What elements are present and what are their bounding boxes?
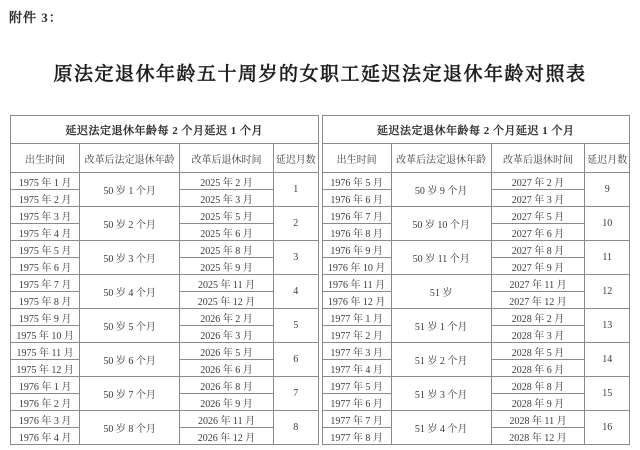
retirement-month-cell: 2027 年 12 月	[491, 292, 585, 309]
retirement-month-cell: 2025 年 6 月	[180, 224, 274, 241]
retirement-month-cell: 2025 年 2 月	[180, 173, 274, 190]
column-header-delay: 延迟月数	[585, 144, 630, 173]
retirement-age-cell: 51 岁 1 个月	[391, 309, 491, 343]
table-row	[322, 207, 630, 224]
retirement-age-cell: 50 岁 3 个月	[80, 241, 180, 275]
delay-months-cell: 2	[273, 207, 318, 241]
table-row	[322, 241, 630, 258]
delay-months-cell: 11	[585, 241, 630, 275]
comparison-tables-container	[10, 115, 630, 445]
retirement-month-cell: 2027 年 11 月	[491, 275, 585, 292]
retirement-table-left	[10, 115, 319, 445]
column-header-row	[11, 144, 319, 173]
retirement-month-cell: 2027 年 6 月	[491, 224, 585, 241]
attachment-label: 附件 3：	[9, 10, 63, 25]
delay-months-cell: 13	[585, 309, 630, 343]
group-header-row	[322, 116, 630, 144]
table-row	[11, 207, 319, 224]
delay-months-cell: 5	[273, 309, 318, 343]
retirement-month-cell: 2028 年 9 月	[491, 394, 585, 411]
birth-month-cell: 1975 年 2 月	[11, 190, 80, 207]
table-row	[322, 309, 630, 326]
retirement-age-cell: 50 岁 2 个月	[80, 207, 180, 241]
birth-month-cell: 1976 年 8 月	[322, 224, 391, 241]
table-row	[322, 377, 630, 394]
retirement-age-cell: 51 岁	[391, 275, 491, 309]
birth-month-cell: 1977 年 3 月	[322, 343, 391, 360]
group-header-row	[11, 116, 319, 144]
table-row	[11, 309, 319, 326]
retirement-month-cell: 2026 年 5 月	[180, 343, 274, 360]
retirement-month-cell: 2026 年 8 月	[180, 377, 274, 394]
birth-month-cell: 1975 年 7 月	[11, 275, 80, 292]
column-header-retire: 改革后退休时间	[491, 144, 585, 173]
retirement-month-cell: 2025 年 9 月	[180, 258, 274, 275]
retirement-month-cell: 2027 年 5 月	[491, 207, 585, 224]
retirement-month-cell: 2025 年 12 月	[180, 292, 274, 309]
table-row	[11, 241, 319, 258]
retirement-age-cell: 50 岁 9 个月	[391, 173, 491, 207]
retirement-month-cell: 2028 年 12 月	[491, 428, 585, 445]
column-header-age: 改革后法定退休年龄	[391, 144, 491, 173]
retirement-month-cell: 2025 年 3 月	[180, 190, 274, 207]
retirement-month-cell: 2026 年 6 月	[180, 360, 274, 377]
birth-month-cell: 1975 年 5 月	[11, 241, 80, 258]
retirement-month-cell: 2026 年 3 月	[180, 326, 274, 343]
delay-months-cell: 3	[273, 241, 318, 275]
delay-months-cell: 10	[585, 207, 630, 241]
birth-month-cell: 1975 年 6 月	[11, 258, 80, 275]
retirement-month-cell: 2026 年 12 月	[180, 428, 274, 445]
birth-month-cell: 1977 年 8 月	[322, 428, 391, 445]
birth-month-cell: 1975 年 9 月	[11, 309, 80, 326]
delay-months-cell: 4	[273, 275, 318, 309]
table-row	[322, 343, 630, 360]
birth-month-cell: 1976 年 10 月	[322, 258, 391, 275]
retirement-table-right	[322, 115, 631, 445]
group-header-cell: 延迟法定退休年龄每 2 个月延迟 1 个月	[11, 116, 319, 144]
retirement-month-cell: 2027 年 2 月	[491, 173, 585, 190]
page-title: 原法定退休年龄五十周岁的女职工延迟法定退休年龄对照表	[53, 64, 587, 85]
birth-month-cell: 1977 年 7 月	[322, 411, 391, 428]
table-row	[11, 275, 319, 292]
column-header-retire: 改革后退休时间	[180, 144, 274, 173]
delay-months-cell: 16	[585, 411, 630, 445]
birth-month-cell: 1976 年 6 月	[322, 190, 391, 207]
table-row	[11, 173, 319, 190]
column-header-birth: 出生时间	[322, 144, 391, 173]
table-row	[322, 411, 630, 428]
delay-months-cell: 15	[585, 377, 630, 411]
table-right-header	[322, 116, 630, 173]
birth-month-cell: 1976 年 4 月	[11, 428, 80, 445]
table-left-body	[11, 173, 319, 445]
birth-month-cell: 1975 年 12 月	[11, 360, 80, 377]
birth-month-cell: 1975 年 4 月	[11, 224, 80, 241]
retirement-age-cell: 50 岁 1 个月	[80, 173, 180, 207]
retirement-age-cell: 51 岁 2 个月	[391, 343, 491, 377]
retirement-age-cell: 50 岁 8 个月	[80, 411, 180, 445]
group-header-cell: 延迟法定退休年龄每 2 个月延迟 1 个月	[322, 116, 630, 144]
retirement-month-cell: 2027 年 9 月	[491, 258, 585, 275]
birth-month-cell: 1977 年 1 月	[322, 309, 391, 326]
retirement-month-cell: 2028 年 8 月	[491, 377, 585, 394]
birth-month-cell: 1977 年 2 月	[322, 326, 391, 343]
birth-month-cell: 1975 年 10 月	[11, 326, 80, 343]
birth-month-cell: 1976 年 11 月	[322, 275, 391, 292]
delay-months-cell: 9	[585, 173, 630, 207]
table-row	[11, 411, 319, 428]
retirement-age-cell: 50 岁 6 个月	[80, 343, 180, 377]
retirement-age-cell: 50 岁 4 个月	[80, 275, 180, 309]
column-header-delay: 延迟月数	[273, 144, 318, 173]
birth-month-cell: 1976 年 2 月	[11, 394, 80, 411]
birth-month-cell: 1975 年 3 月	[11, 207, 80, 224]
birth-month-cell: 1976 年 9 月	[322, 241, 391, 258]
retirement-month-cell: 2027 年 3 月	[491, 190, 585, 207]
retirement-month-cell: 2028 年 6 月	[491, 360, 585, 377]
birth-month-cell: 1977 年 4 月	[322, 360, 391, 377]
birth-month-cell: 1975 年 1 月	[11, 173, 80, 190]
delay-months-cell: 12	[585, 275, 630, 309]
table-row	[322, 275, 630, 292]
retirement-month-cell: 2028 年 11 月	[491, 411, 585, 428]
retirement-age-cell: 51 岁 4 个月	[391, 411, 491, 445]
retirement-month-cell: 2026 年 2 月	[180, 309, 274, 326]
delay-months-cell: 1	[273, 173, 318, 207]
birth-month-cell: 1976 年 3 月	[11, 411, 80, 428]
retirement-month-cell: 2025 年 8 月	[180, 241, 274, 258]
birth-month-cell: 1975 年 8 月	[11, 292, 80, 309]
table-row	[322, 173, 630, 190]
delay-months-cell: 6	[273, 343, 318, 377]
birth-month-cell: 1976 年 7 月	[322, 207, 391, 224]
birth-month-cell: 1976 年 12 月	[322, 292, 391, 309]
retirement-month-cell: 2026 年 9 月	[180, 394, 274, 411]
retirement-age-cell: 50 岁 11 个月	[391, 241, 491, 275]
retirement-month-cell: 2028 年 5 月	[491, 343, 585, 360]
birth-month-cell: 1975 年 11 月	[11, 343, 80, 360]
retirement-age-cell: 50 岁 7 个月	[80, 377, 180, 411]
retirement-month-cell: 2025 年 11 月	[180, 275, 274, 292]
column-header-age: 改革后法定退休年龄	[80, 144, 180, 173]
column-header-row	[322, 144, 630, 173]
birth-month-cell: 1976 年 1 月	[11, 377, 80, 394]
delay-months-cell: 8	[273, 411, 318, 445]
retirement-month-cell: 2025 年 5 月	[180, 207, 274, 224]
birth-month-cell: 1977 年 5 月	[322, 377, 391, 394]
table-row	[11, 377, 319, 394]
retirement-month-cell: 2028 年 3 月	[491, 326, 585, 343]
column-header-birth: 出生时间	[11, 144, 80, 173]
table-left-header	[11, 116, 319, 173]
retirement-age-cell: 51 岁 3 个月	[391, 377, 491, 411]
retirement-month-cell: 2028 年 2 月	[491, 309, 585, 326]
table-right-body	[322, 173, 630, 445]
birth-month-cell: 1977 年 6 月	[322, 394, 391, 411]
table-row	[11, 343, 319, 360]
birth-month-cell: 1976 年 5 月	[322, 173, 391, 190]
retirement-age-cell: 50 岁 5 个月	[80, 309, 180, 343]
retirement-age-cell: 50 岁 10 个月	[391, 207, 491, 241]
retirement-month-cell: 2027 年 8 月	[491, 241, 585, 258]
delay-months-cell: 14	[585, 343, 630, 377]
retirement-month-cell: 2026 年 11 月	[180, 411, 274, 428]
delay-months-cell: 7	[273, 377, 318, 411]
